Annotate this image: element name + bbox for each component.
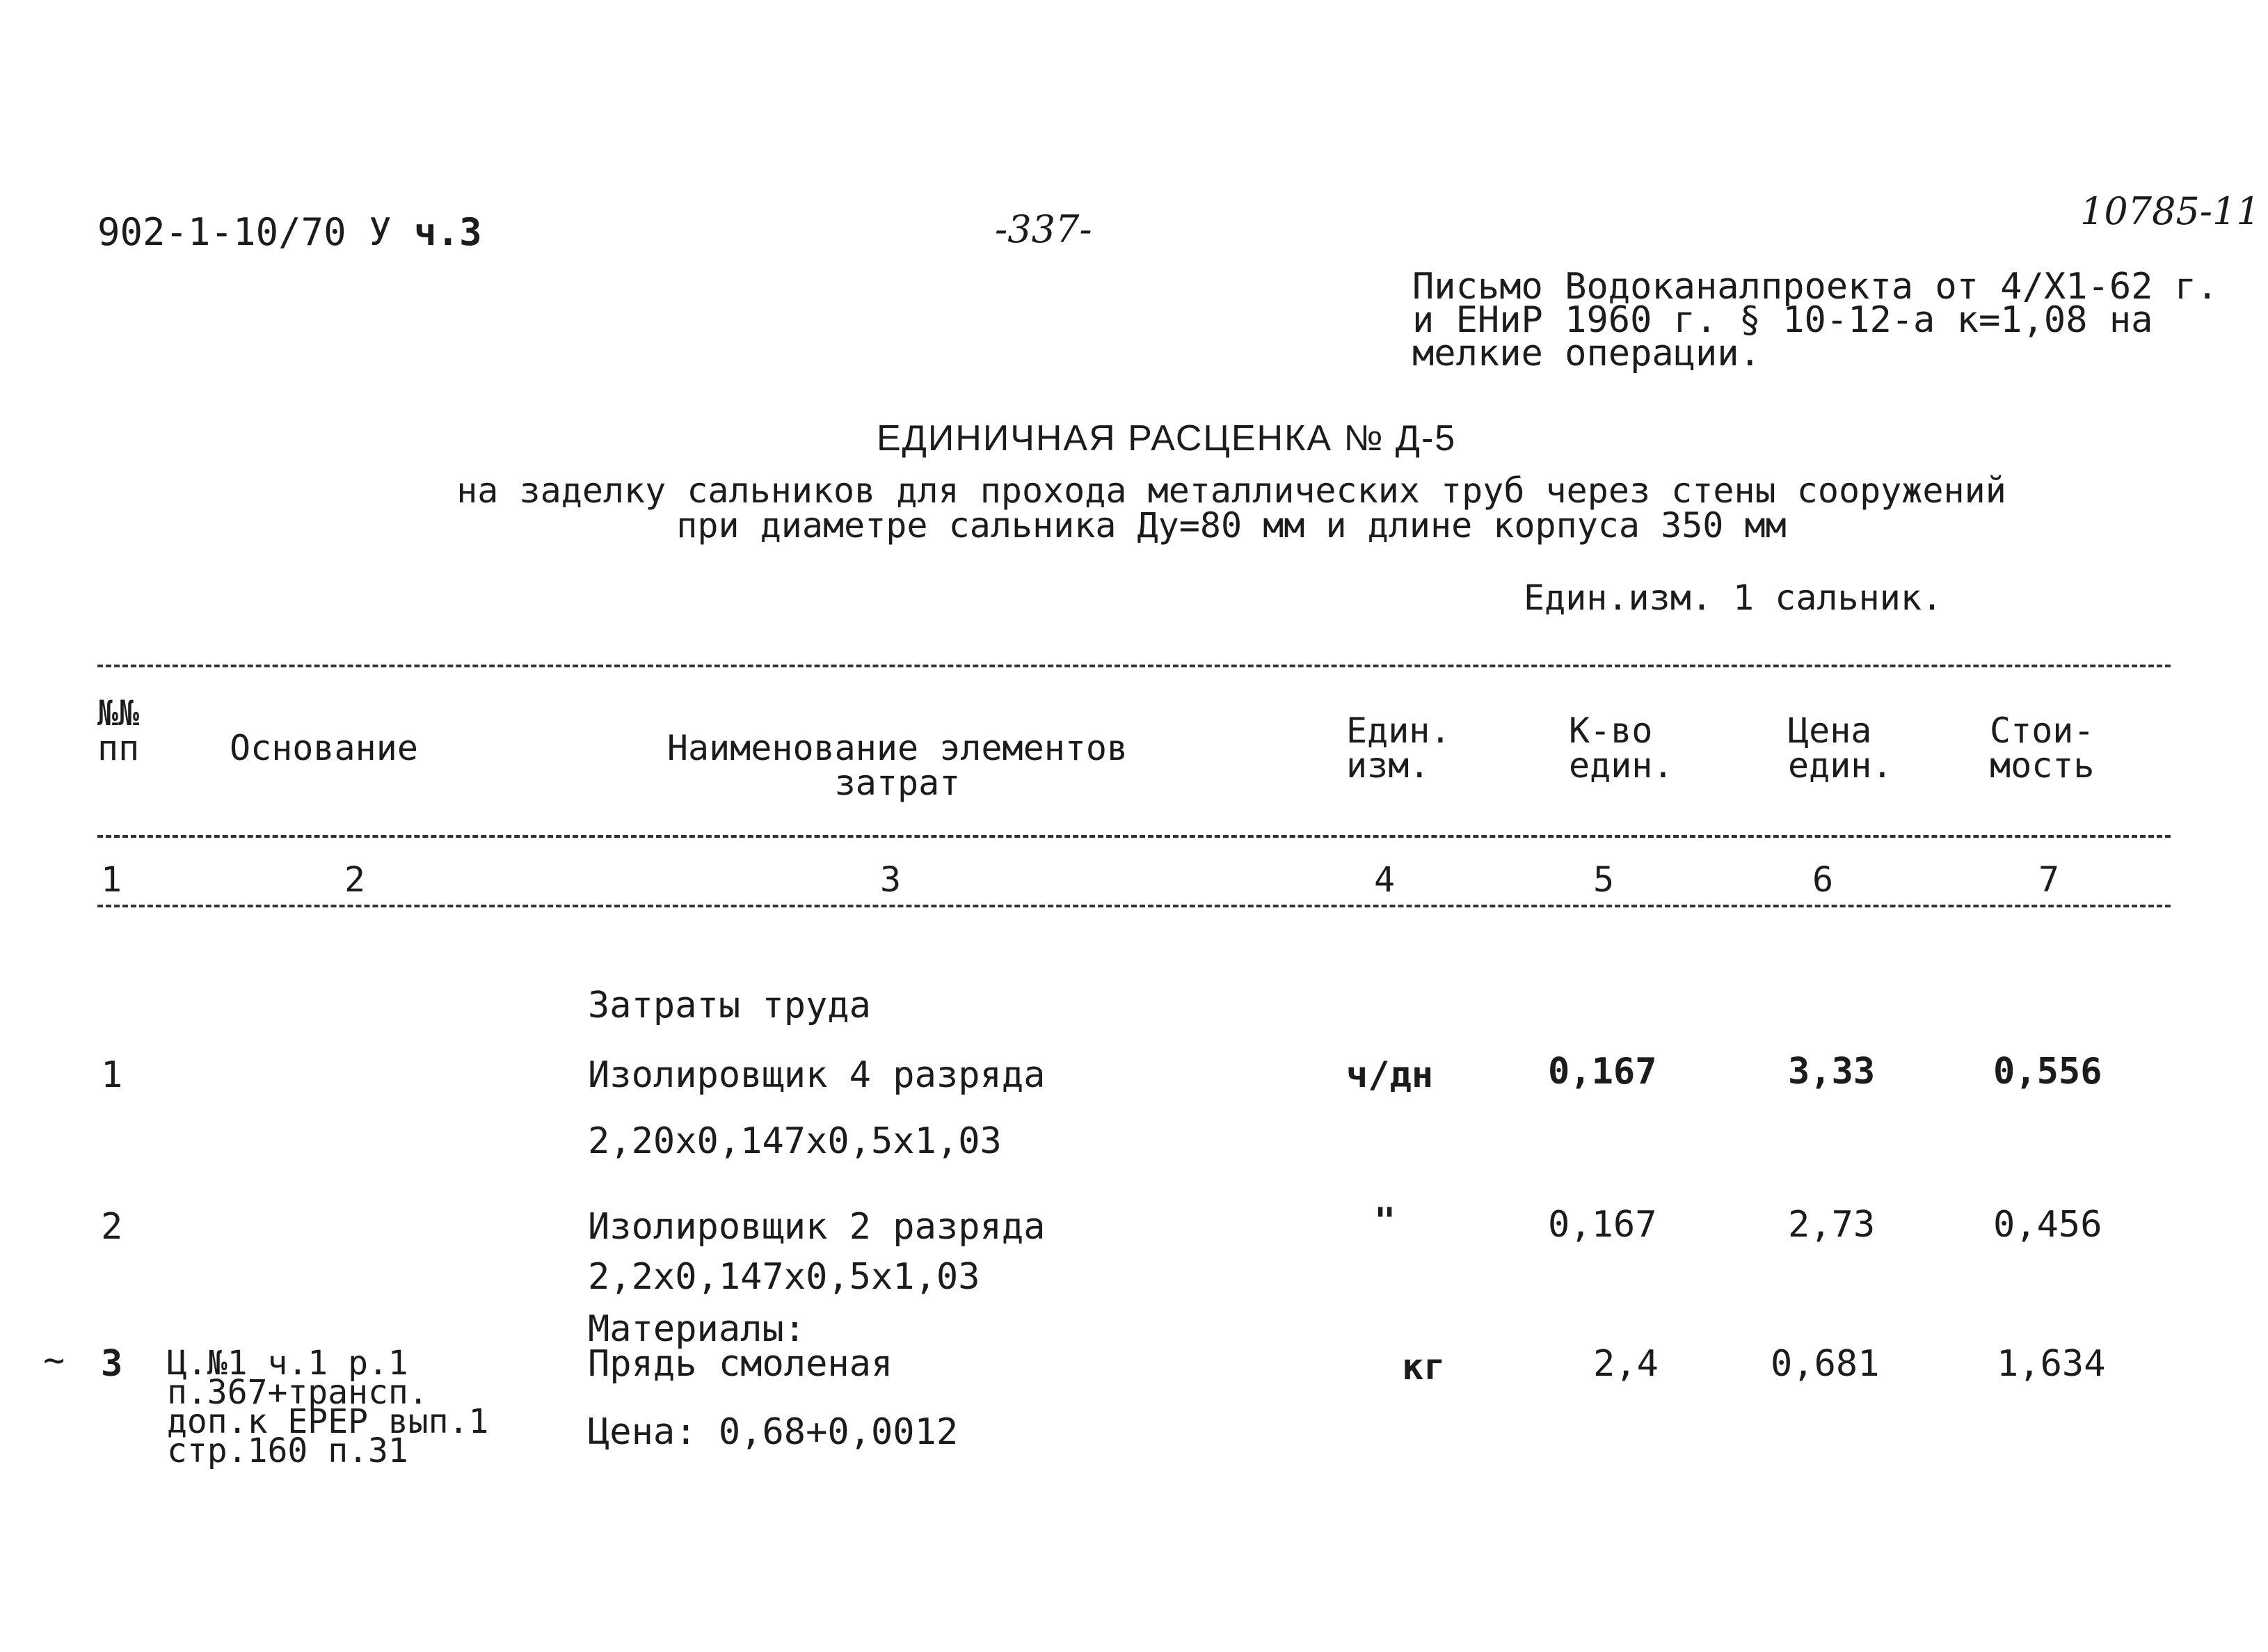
- row-cost: 0,456: [1993, 1204, 2102, 1246]
- page-number: -337-: [995, 207, 1092, 251]
- header-col-cost: [1990, 710, 2095, 786]
- row-quantity: 2,4: [1593, 1343, 1659, 1385]
- header-text: Стои-: [1990, 710, 2095, 751]
- table-header-rule: [97, 835, 2171, 838]
- row-name: Изолировщик 2 разряда: [588, 1206, 1046, 1248]
- row-price-note: Цена: 0,68+0,0012: [588, 1411, 959, 1453]
- column-number: 7: [2038, 859, 2060, 900]
- header-text: мость: [1990, 745, 2095, 786]
- doc-code-main: 902-1-10/70 У: [97, 210, 392, 254]
- row-basis: [167, 1344, 489, 1470]
- column-number: 5: [1593, 859, 1615, 900]
- row-name: Изолировщик 4 разряда: [588, 1054, 1046, 1096]
- header-text: Един.: [1346, 710, 1451, 751]
- row-calculation: 2,2х0,147х0,5х1,03: [588, 1256, 980, 1298]
- row-margin-mark: ~: [43, 1340, 65, 1381]
- row-unit: кг: [1402, 1347, 1446, 1388]
- document-subtitle: [404, 470, 2059, 546]
- row-quantity: 0,167: [1548, 1204, 1657, 1246]
- subtitle-line: при диаметре сальника Ду=80 мм и длине корпуса 350 мм: [676, 505, 1787, 546]
- header-col-basis: Основание: [230, 728, 418, 768]
- row-calculation: 2,20х0,147х0,5х1,03: [588, 1120, 1002, 1162]
- basis-line: п.367+трансп.: [167, 1373, 429, 1412]
- row-price: 0,681: [1771, 1343, 1880, 1385]
- header-col-quantity: [1569, 710, 1674, 786]
- header-text: К-во: [1569, 710, 1653, 751]
- header-col-name: [584, 728, 1211, 803]
- row-price: 2,73: [1788, 1204, 1876, 1246]
- row-price: 3,33: [1788, 1051, 1876, 1093]
- basis-line: Ц.№1 ч.1 р.1: [167, 1344, 408, 1383]
- column-number: 3: [880, 859, 902, 900]
- reference-note-line: мелкие операции.: [1412, 333, 1761, 374]
- header-text: затрат: [834, 763, 961, 803]
- basis-line: доп.к ЕРЕР вып.1: [167, 1402, 489, 1441]
- row-quantity: 0,167: [1548, 1051, 1657, 1093]
- header-text: изм.: [1346, 745, 1430, 786]
- doc-code-part: ч.3: [414, 210, 482, 254]
- column-number: 2: [344, 859, 366, 900]
- row-name: Прядь смоленая: [588, 1343, 893, 1385]
- header-text: един.: [1569, 745, 1674, 786]
- header-col-price: [1788, 710, 1893, 786]
- row-number: 2: [101, 1206, 123, 1248]
- row-cost: 0,556: [1993, 1051, 2102, 1093]
- section-materials: Материалы:: [588, 1308, 806, 1350]
- doc-code: [97, 210, 482, 254]
- header-col-number: [97, 693, 140, 768]
- table-column-numbers-rule: [97, 905, 2171, 907]
- row-unit: ч/дн: [1346, 1054, 1434, 1096]
- measurement-unit: Един.изм. 1 сальник.: [1524, 578, 1943, 618]
- reference-note-line: Письмо Водоканалпроекта от 4/Х1-62 г.: [1412, 266, 2219, 308]
- section-labor: Затраты труда: [588, 985, 871, 1026]
- column-number: 4: [1374, 859, 1396, 900]
- column-number: 1: [101, 859, 122, 900]
- header-text: Наименование элементов: [666, 728, 1128, 768]
- row-number: 1: [101, 1054, 123, 1096]
- table-top-rule: [97, 665, 2171, 667]
- reference-note: [1412, 266, 2219, 374]
- subtitle-line: на заделку сальников для прохода металлических труб через стены сооружений: [456, 470, 2006, 511]
- archive-number: 10785-11: [2080, 189, 2260, 233]
- reference-note-line: и ЕНиР 1960 г. § 10-12-а к=1,08 на: [1412, 299, 2153, 341]
- document-title: ЕДИНИЧНАЯ РАСЦЕНКА № Д-5: [877, 418, 1457, 459]
- header-text: един.: [1788, 745, 1893, 786]
- header-text: Цена: [1788, 710, 1872, 751]
- row-number: 3: [101, 1343, 123, 1385]
- header-col-unit: [1346, 710, 1451, 786]
- row-unit: ": [1374, 1200, 1396, 1242]
- header-text: пп: [97, 728, 140, 768]
- column-number: 6: [1812, 859, 1834, 900]
- header-text: №№: [97, 693, 140, 733]
- row-cost: 1,634: [1997, 1343, 2106, 1385]
- basis-line: стр.160 п.31: [167, 1431, 408, 1470]
